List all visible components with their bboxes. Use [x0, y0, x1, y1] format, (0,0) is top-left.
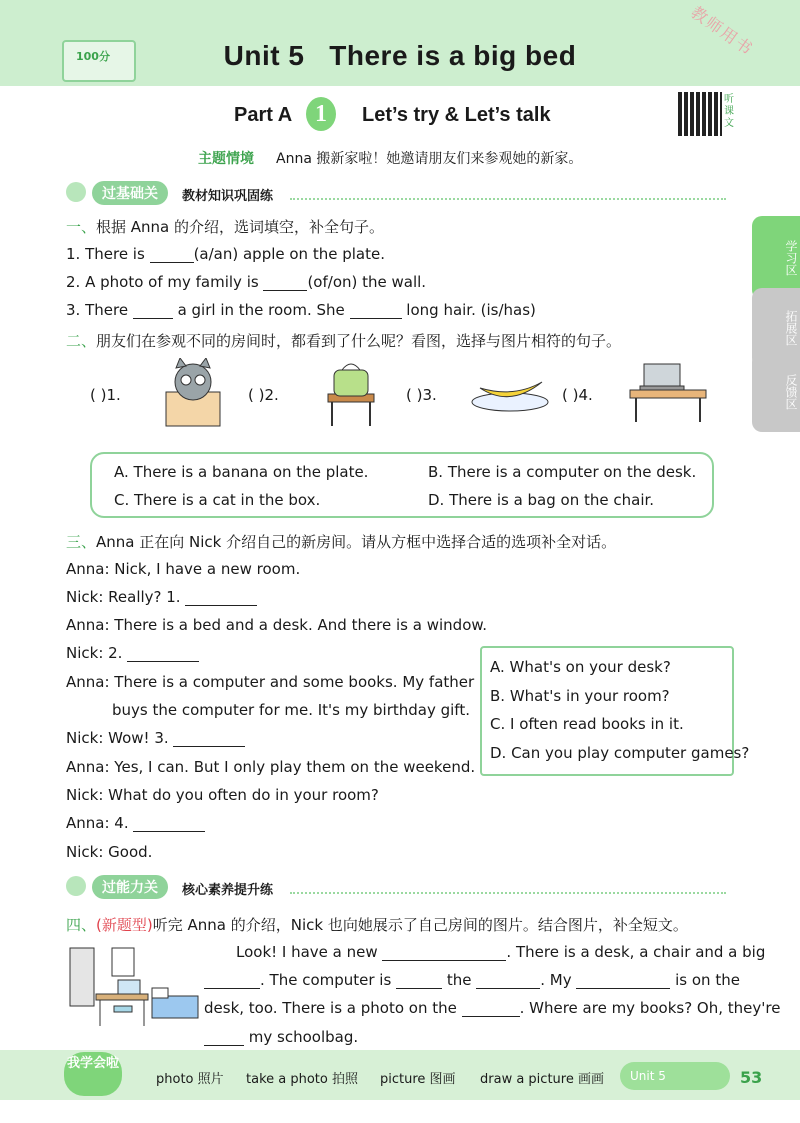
banana-on-plate-picture [470, 372, 550, 414]
cat-in-box-picture [162, 358, 224, 430]
dialog-line: Nick: Really? 1. [66, 588, 257, 606]
page-title: Unit 5 There is a big bed [223, 40, 577, 71]
computer-on-desk-picture [626, 358, 710, 424]
q2-option-d: D. There is a bag on the chair. [428, 491, 655, 509]
q3-option-b: B. What's in your room? [490, 687, 670, 705]
q2-option-b: B. There is a computer on the desk. [428, 463, 697, 481]
star-icon [66, 182, 86, 202]
q2-option-a: A. There is a banana on the plate. [114, 463, 369, 481]
footer-word: take a photo 拍照 [246, 1072, 358, 1087]
footer-unit: Unit 5 [620, 1062, 730, 1090]
teacher-stamp: 教师用书 [687, 2, 758, 60]
section-badge-basic: 过基础关 [92, 181, 168, 205]
theme-label: 主题情境 [198, 151, 254, 167]
bag-on-chair-picture [318, 358, 384, 428]
blank-field[interactable] [133, 304, 173, 319]
footer-word: photo 照片 [156, 1072, 224, 1087]
part-title: Let’s try & Let’s talk [362, 104, 551, 126]
q3-option-c: C. I often read books in it. [490, 715, 684, 733]
q1-item-3: 3. There a girl in the room. She long hair. (is/has) [66, 301, 536, 319]
dialog-line: Anna: There is a bed and a desk. And there is a window. [66, 616, 488, 634]
side-tab-study[interactable]: 学习区 [752, 216, 800, 300]
footer-word: picture 图画 [380, 1072, 456, 1087]
blank-field[interactable] [173, 732, 245, 747]
part-label: Part A [234, 104, 293, 126]
dialog-line: Anna: There is a computer and some books. My father [66, 673, 475, 691]
q3-option-a: A. What's on your desk? [490, 658, 671, 676]
blank-field[interactable] [185, 591, 257, 606]
section-sub-basic: 教材知识巩固练 [182, 189, 274, 204]
dialog-line: Nick: What do you often do in your room? [66, 786, 379, 804]
part-number-badge: 1 [306, 97, 336, 131]
qr-code-icon[interactable] [678, 92, 722, 136]
blank-field[interactable] [133, 817, 205, 832]
qr-label: 听课文 [724, 94, 734, 129]
dialog-line: Nick: 2. [66, 644, 199, 662]
blank-field[interactable] [150, 248, 194, 263]
q2-heading: 二、朋友们在参观不同的房间时，都看到了什么呢？看图，选择与图片相符的句子。 [66, 332, 622, 350]
blank-field[interactable] [462, 1002, 520, 1017]
q2-option-c: C. There is a cat in the box. [114, 491, 321, 509]
blank-field[interactable] [476, 974, 540, 989]
dialog-line: Anna: 4. [66, 814, 205, 832]
blank-field[interactable] [204, 974, 260, 989]
blank-field[interactable] [127, 647, 199, 662]
star-icon [66, 876, 86, 896]
blank-field[interactable] [204, 1031, 244, 1046]
blank-field[interactable] [576, 974, 670, 989]
q2-choice-4[interactable]: ( )4. [562, 386, 593, 404]
side-tab-extend[interactable]: 拓展区 [752, 288, 800, 368]
page-number: 53 [740, 1068, 763, 1087]
q4-line-1: Look! I have a new . There is a desk, a chair and a big [236, 943, 766, 961]
q3-option-d: D. Can you play computer games? [490, 744, 750, 762]
blank-field[interactable] [263, 276, 307, 291]
q4-line-2: . The computer is the . My is on the [204, 971, 740, 989]
divider [290, 892, 726, 894]
q4-line-3: desk, too. There is a photo on the . Where are my books? Oh, they're [204, 999, 781, 1017]
q2-choice-3[interactable]: ( )3. [406, 386, 437, 404]
q1-item-1: 1. There is (a/an) apple on the plate. [66, 245, 385, 263]
dialog-line: Nick: Wow! 3. [66, 729, 245, 747]
blank-field[interactable] [382, 946, 506, 961]
section-badge-ability: 过能力关 [92, 875, 168, 899]
section-sub-ability: 核心素养提升练 [182, 883, 274, 898]
q3-heading: 三、Anna 正在向 Nick 介绍自己的新房间。请从方框中选择合适的选项补全对话。 [66, 533, 617, 551]
dialog-line: Anna: Yes, I can. But I only play them on the weekend. [66, 758, 476, 776]
q1-item-2: 2. A photo of my family is (of/on) the wall. [66, 273, 427, 291]
dialog-line: buys the computer for me. It's my birthday gift. [112, 701, 470, 719]
dialog-line: Nick: Good. [66, 843, 153, 861]
q2-choice-1[interactable]: ( )1. [90, 386, 121, 404]
learned-badge: 我学会啦 [64, 1052, 122, 1096]
q4-line-4: my schoolbag. [204, 1028, 358, 1046]
theme-text: Anna 搬新家啦！她邀请朋友们来参观她的新家。 [276, 151, 583, 167]
q4-heading: 四、(新题型)听完 Anna 的介绍，Nick 也向她展示了自己房间的图片。结合图片，补全短文。 [66, 916, 688, 934]
q2-choice-2[interactable]: ( )2. [248, 386, 279, 404]
logo-text: 100分 [76, 50, 110, 63]
dialog-line: Anna: Nick, I have a new room. [66, 560, 301, 578]
blank-field[interactable] [396, 974, 442, 989]
q1-heading: 一、根据 Anna 的介绍，选词填空，补全句子。 [66, 218, 385, 236]
divider [290, 198, 726, 200]
room-picture [66, 940, 202, 1036]
blank-field[interactable] [350, 304, 402, 319]
side-tab-feedback[interactable]: 反馈区 [752, 352, 800, 432]
footer-word: draw a picture 画画 [480, 1072, 604, 1087]
